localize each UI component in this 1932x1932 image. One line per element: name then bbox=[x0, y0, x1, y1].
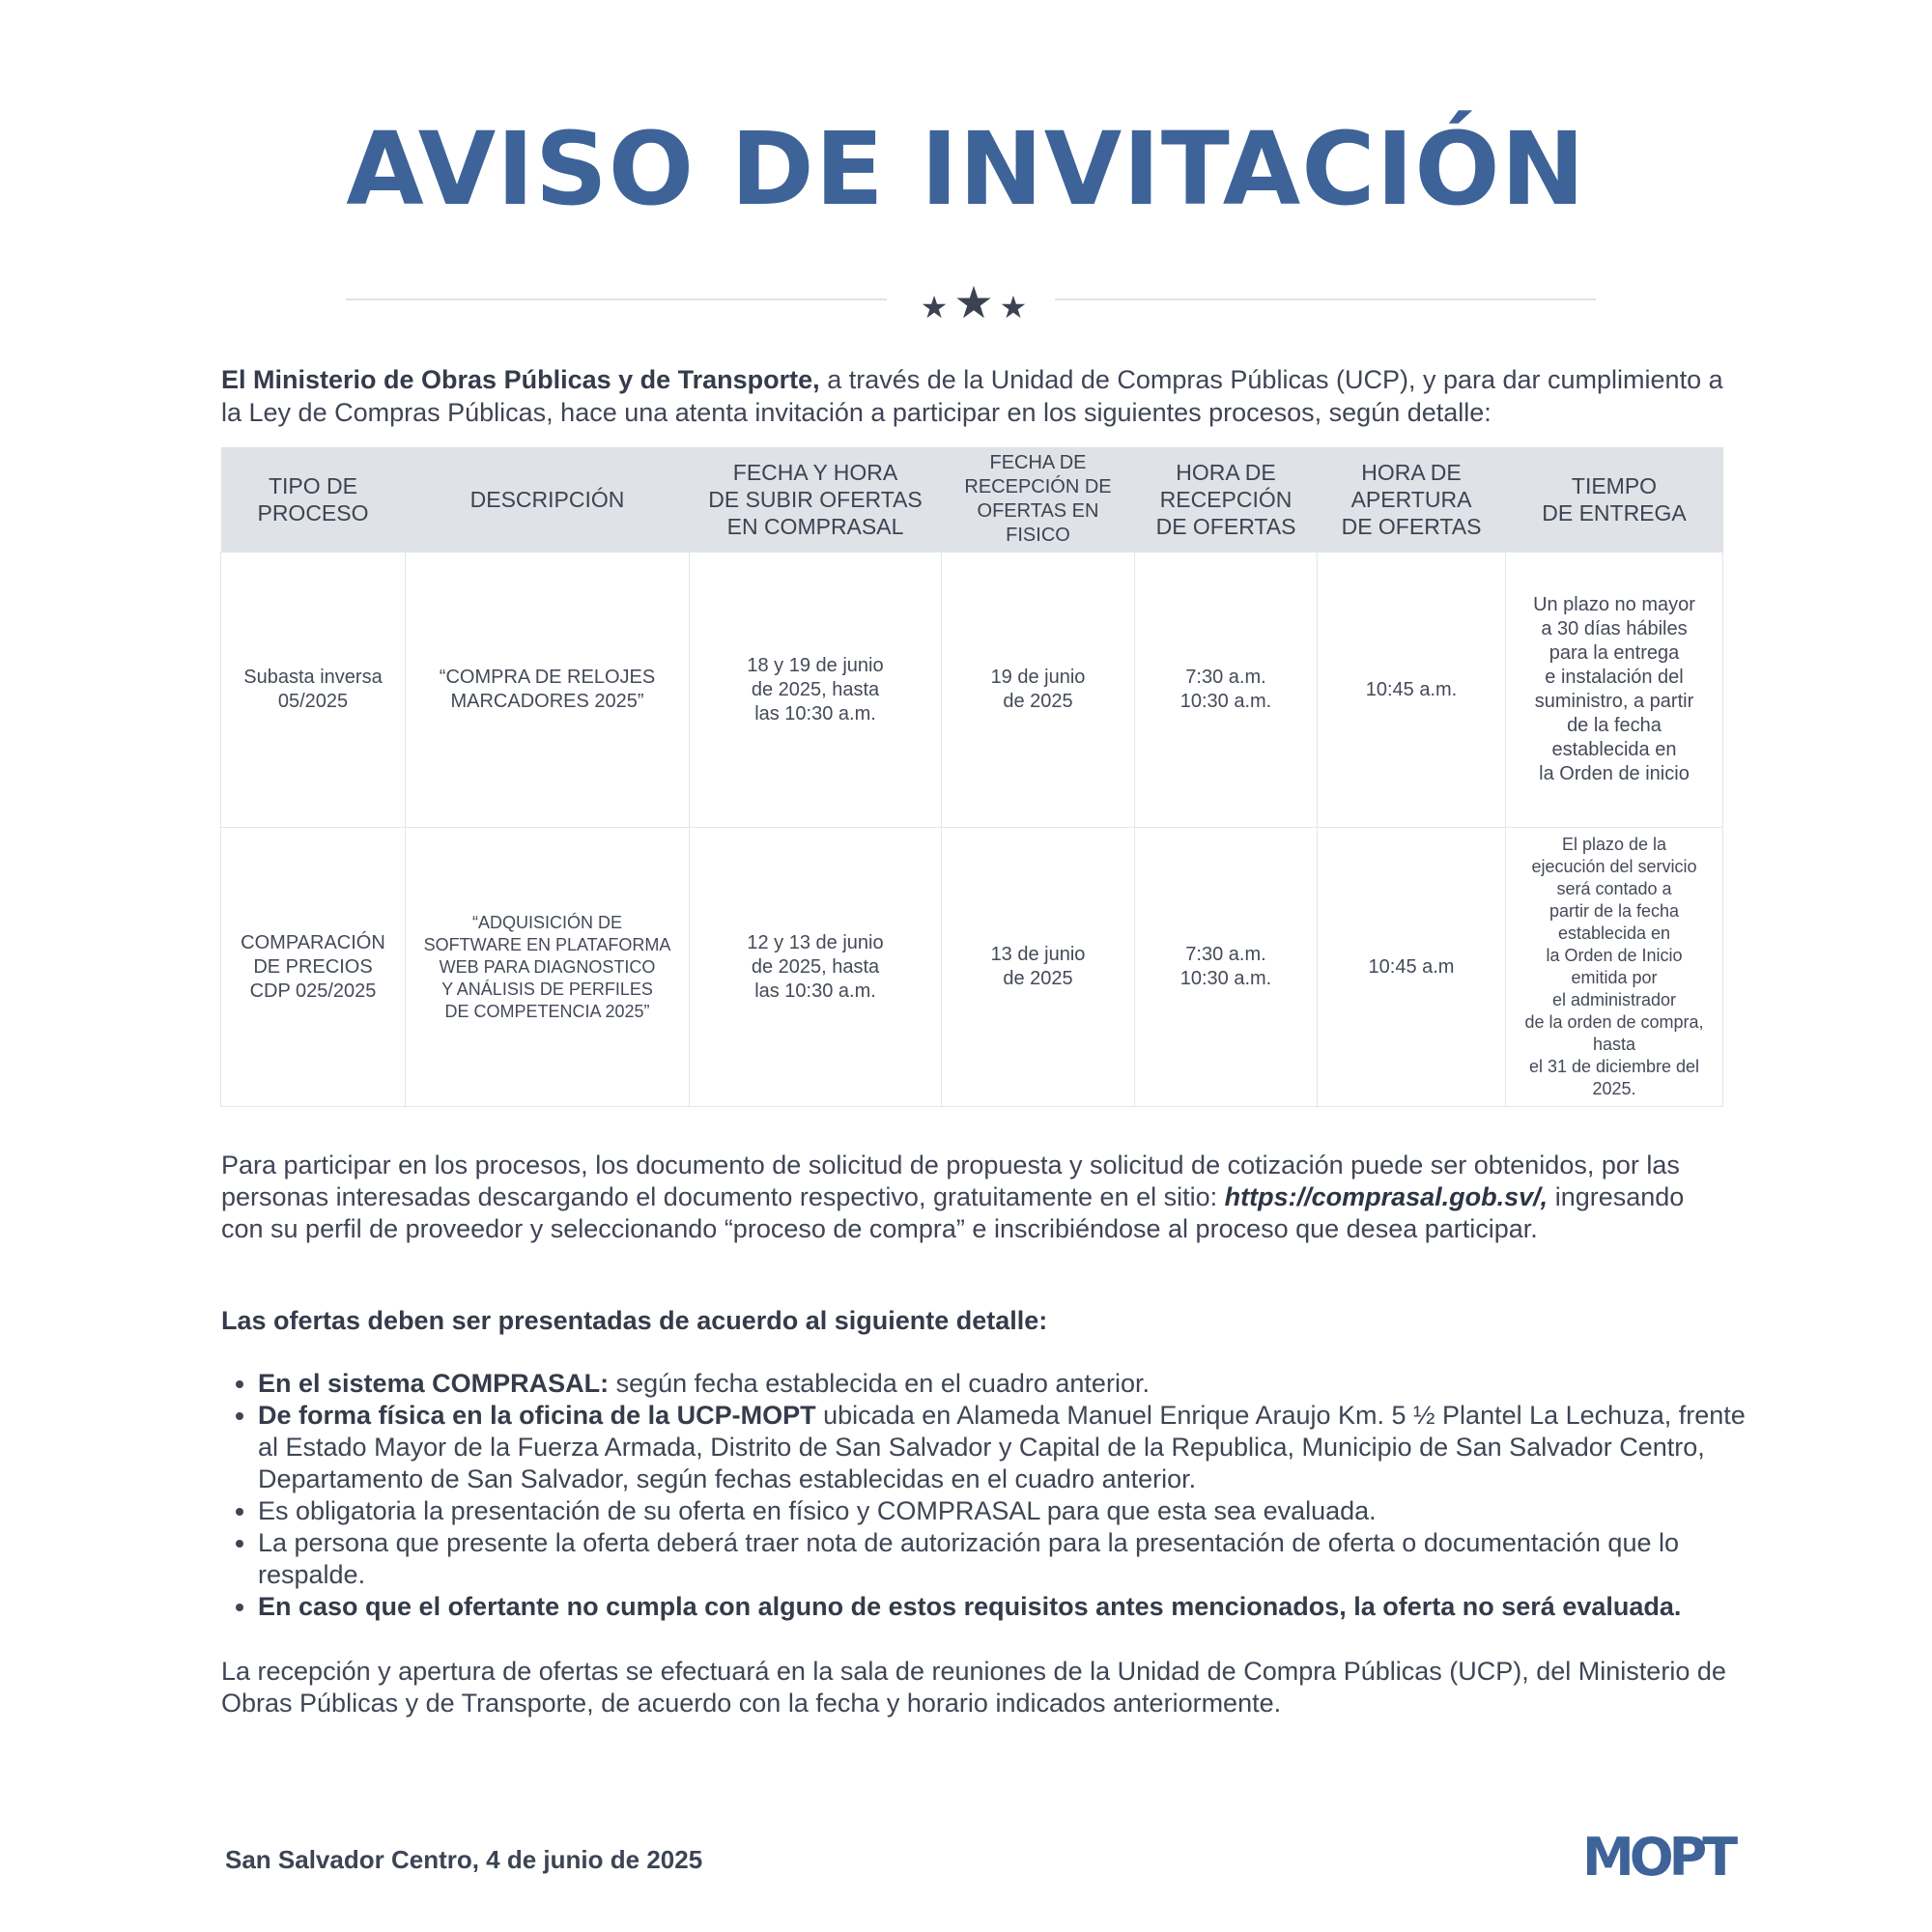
cell-tiempo-entrega: El plazo de la ejecución del servicio será contado a partir de la fecha establecida en la Orden de Inicio emitida por el administrador de la orden de compra, hasta el 31 de diciembre del 2025. bbox=[1506, 828, 1723, 1107]
cell-hora-apertura: 10:45 a.m. bbox=[1318, 553, 1506, 828]
participation-text-end: ingresando con su perfil de proveedor y seleccionando “proceso de compra” e inscribiéndose al proceso que desea participar. bbox=[221, 1182, 1685, 1243]
cell-fecha-comprasal: 18 y 19 de junio de 2025, hasta las 10:30 a.m. bbox=[690, 553, 942, 828]
header-descripcion: DESCRIPCIÓN bbox=[406, 447, 690, 553]
cell-hora-recepcion: 7:30 a.m. 10:30 a.m. bbox=[1135, 553, 1318, 828]
cell-fecha-fisico: 13 de junio de 2025 bbox=[942, 828, 1135, 1107]
cell-descripcion: “COMPRA DE RELOJES MARCADORES 2025” bbox=[406, 553, 690, 828]
item-text: según fecha establecida en el cuadro anterior. bbox=[609, 1369, 1150, 1398]
requirements-list bbox=[221, 1368, 1765, 1623]
table-row bbox=[221, 553, 1723, 828]
cell-fecha-fisico: 19 de junio de 2025 bbox=[942, 553, 1135, 828]
process-table bbox=[220, 447, 1723, 1107]
item-text: ubicada en Alameda Manuel Enrique Araujo Km. 5 ½ Plantel La Lechuza, frente al Estado Mayor de la Fuerza Armada, Distrito de San Salvador y Capital de la Republica, Municipio de San Salvador Centro, Departamento de San Salvador, según fechas establecidas en el cuadro anterior. bbox=[258, 1401, 1746, 1493]
list-item bbox=[258, 1400, 1765, 1495]
divider-line-right bbox=[1055, 298, 1596, 300]
item-text: La persona que presente la oferta deberá traer nota de autorización para la presentación de oferta o documentación que lo respalde. bbox=[258, 1528, 1679, 1589]
item-bold: En el sistema COMPRASAL: bbox=[258, 1369, 610, 1398]
header-hora-recepcion: HORA DE RECEPCIÓN DE OFERTAS bbox=[1135, 447, 1318, 553]
intro-ministry: El Ministerio de Obras Públicas y de Transporte, bbox=[221, 365, 820, 394]
star-icon: ★ bbox=[999, 290, 1028, 325]
header-fecha-fisico: FECHA DE RECEPCIÓN DE OFERTAS EN FISICO bbox=[942, 447, 1135, 553]
item-bold: En caso que el ofertante no cumpla con alguno de estos requisitos antes mencionados, la oferta no será evaluada. bbox=[258, 1592, 1682, 1621]
closing-paragraph: La recepción y apertura de ofertas se efectuará en la sala de reuniones de la Unidad de Compra Públicas (UCP), del Ministerio de Obras Públicas y de Transporte, de acuerdo con la fecha y horario indicados anteriormente. bbox=[221, 1657, 1726, 1718]
place-date: San Salvador Centro, 4 de junio de 2025 bbox=[225, 1845, 703, 1874]
cell-tipo: COMPARACIÓN DE PRECIOS CDP 025/2025 bbox=[221, 828, 406, 1107]
divider-line-left bbox=[346, 298, 887, 300]
page-title: AVISO DE INVITACIÓN bbox=[346, 110, 1586, 228]
list-item bbox=[258, 1495, 1765, 1527]
table-row bbox=[221, 828, 1723, 1107]
star-icon: ★ bbox=[953, 277, 994, 327]
item-bold: De forma física en la oficina de la UCP-MOPT bbox=[258, 1401, 816, 1430]
list-item bbox=[258, 1591, 1765, 1623]
cell-hora-recepcion: 7:30 a.m. 10:30 a.m. bbox=[1135, 828, 1318, 1107]
requirements-heading: Las ofertas deben ser presentadas de acuerdo al siguiente detalle: bbox=[221, 1306, 1048, 1335]
cell-tiempo-entrega: Un plazo no mayor a 30 días hábiles para la entrega e instalación del suministro, a partir de la fecha establecida en la Orden de inicio bbox=[1506, 553, 1723, 828]
intro-text: a través de la Unidad de Compras Públicas (UCP), y para dar cumplimiento a la Ley de Compras Públicas, hace una atenta invitación a participar en los siguientes procesos, según detalle: bbox=[221, 365, 1723, 427]
mopt-logo: MOPT bbox=[1582, 1827, 1734, 1888]
comprasal-link[interactable]: https://comprasal.gob.sv/, bbox=[1224, 1182, 1548, 1211]
cell-descripcion: “ADQUISICIÓN DE SOFTWARE EN PLATAFORMA WEB PARA DIAGNOSTICO Y ANÁLISIS DE PERFILES DE COMPETENCIA 2025” bbox=[406, 828, 690, 1107]
stars bbox=[901, 276, 1046, 328]
item-text: Es obligatoria la presentación de su oferta en físico y COMPRASAL para que esta sea evaluada. bbox=[258, 1496, 1377, 1525]
header-tipo-proceso: TIPO DE PROCESO bbox=[221, 447, 406, 553]
cell-fecha-comprasal: 12 y 13 de junio de 2025, hasta las 10:30 a.m. bbox=[690, 828, 942, 1107]
cell-tipo: Subasta inversa 05/2025 bbox=[221, 553, 406, 828]
header-tiempo-entrega: TIEMPO DE ENTREGA bbox=[1506, 447, 1723, 553]
star-icon: ★ bbox=[920, 290, 949, 325]
header-hora-apertura: HORA DE APERTURA DE OFERTAS bbox=[1318, 447, 1506, 553]
table-header-row bbox=[221, 447, 1723, 553]
cell-hora-apertura: 10:45 a.m bbox=[1318, 828, 1506, 1107]
star-divider bbox=[346, 277, 1596, 327]
header-fecha-comprasal: FECHA Y HORA DE SUBIR OFERTAS EN COMPRASAL bbox=[690, 447, 942, 553]
participation-paragraph bbox=[221, 1150, 1728, 1245]
intro-paragraph bbox=[221, 363, 1728, 429]
list-item bbox=[258, 1527, 1765, 1591]
list-item bbox=[258, 1368, 1765, 1400]
participation-text: Para participar en los procesos, los documento de solicitud de propuesta y solicitud de cotización puede ser obtenidos, por las personas interesadas descargando el documento respectivo, gratuitamente en el sitio: bbox=[221, 1151, 1680, 1211]
